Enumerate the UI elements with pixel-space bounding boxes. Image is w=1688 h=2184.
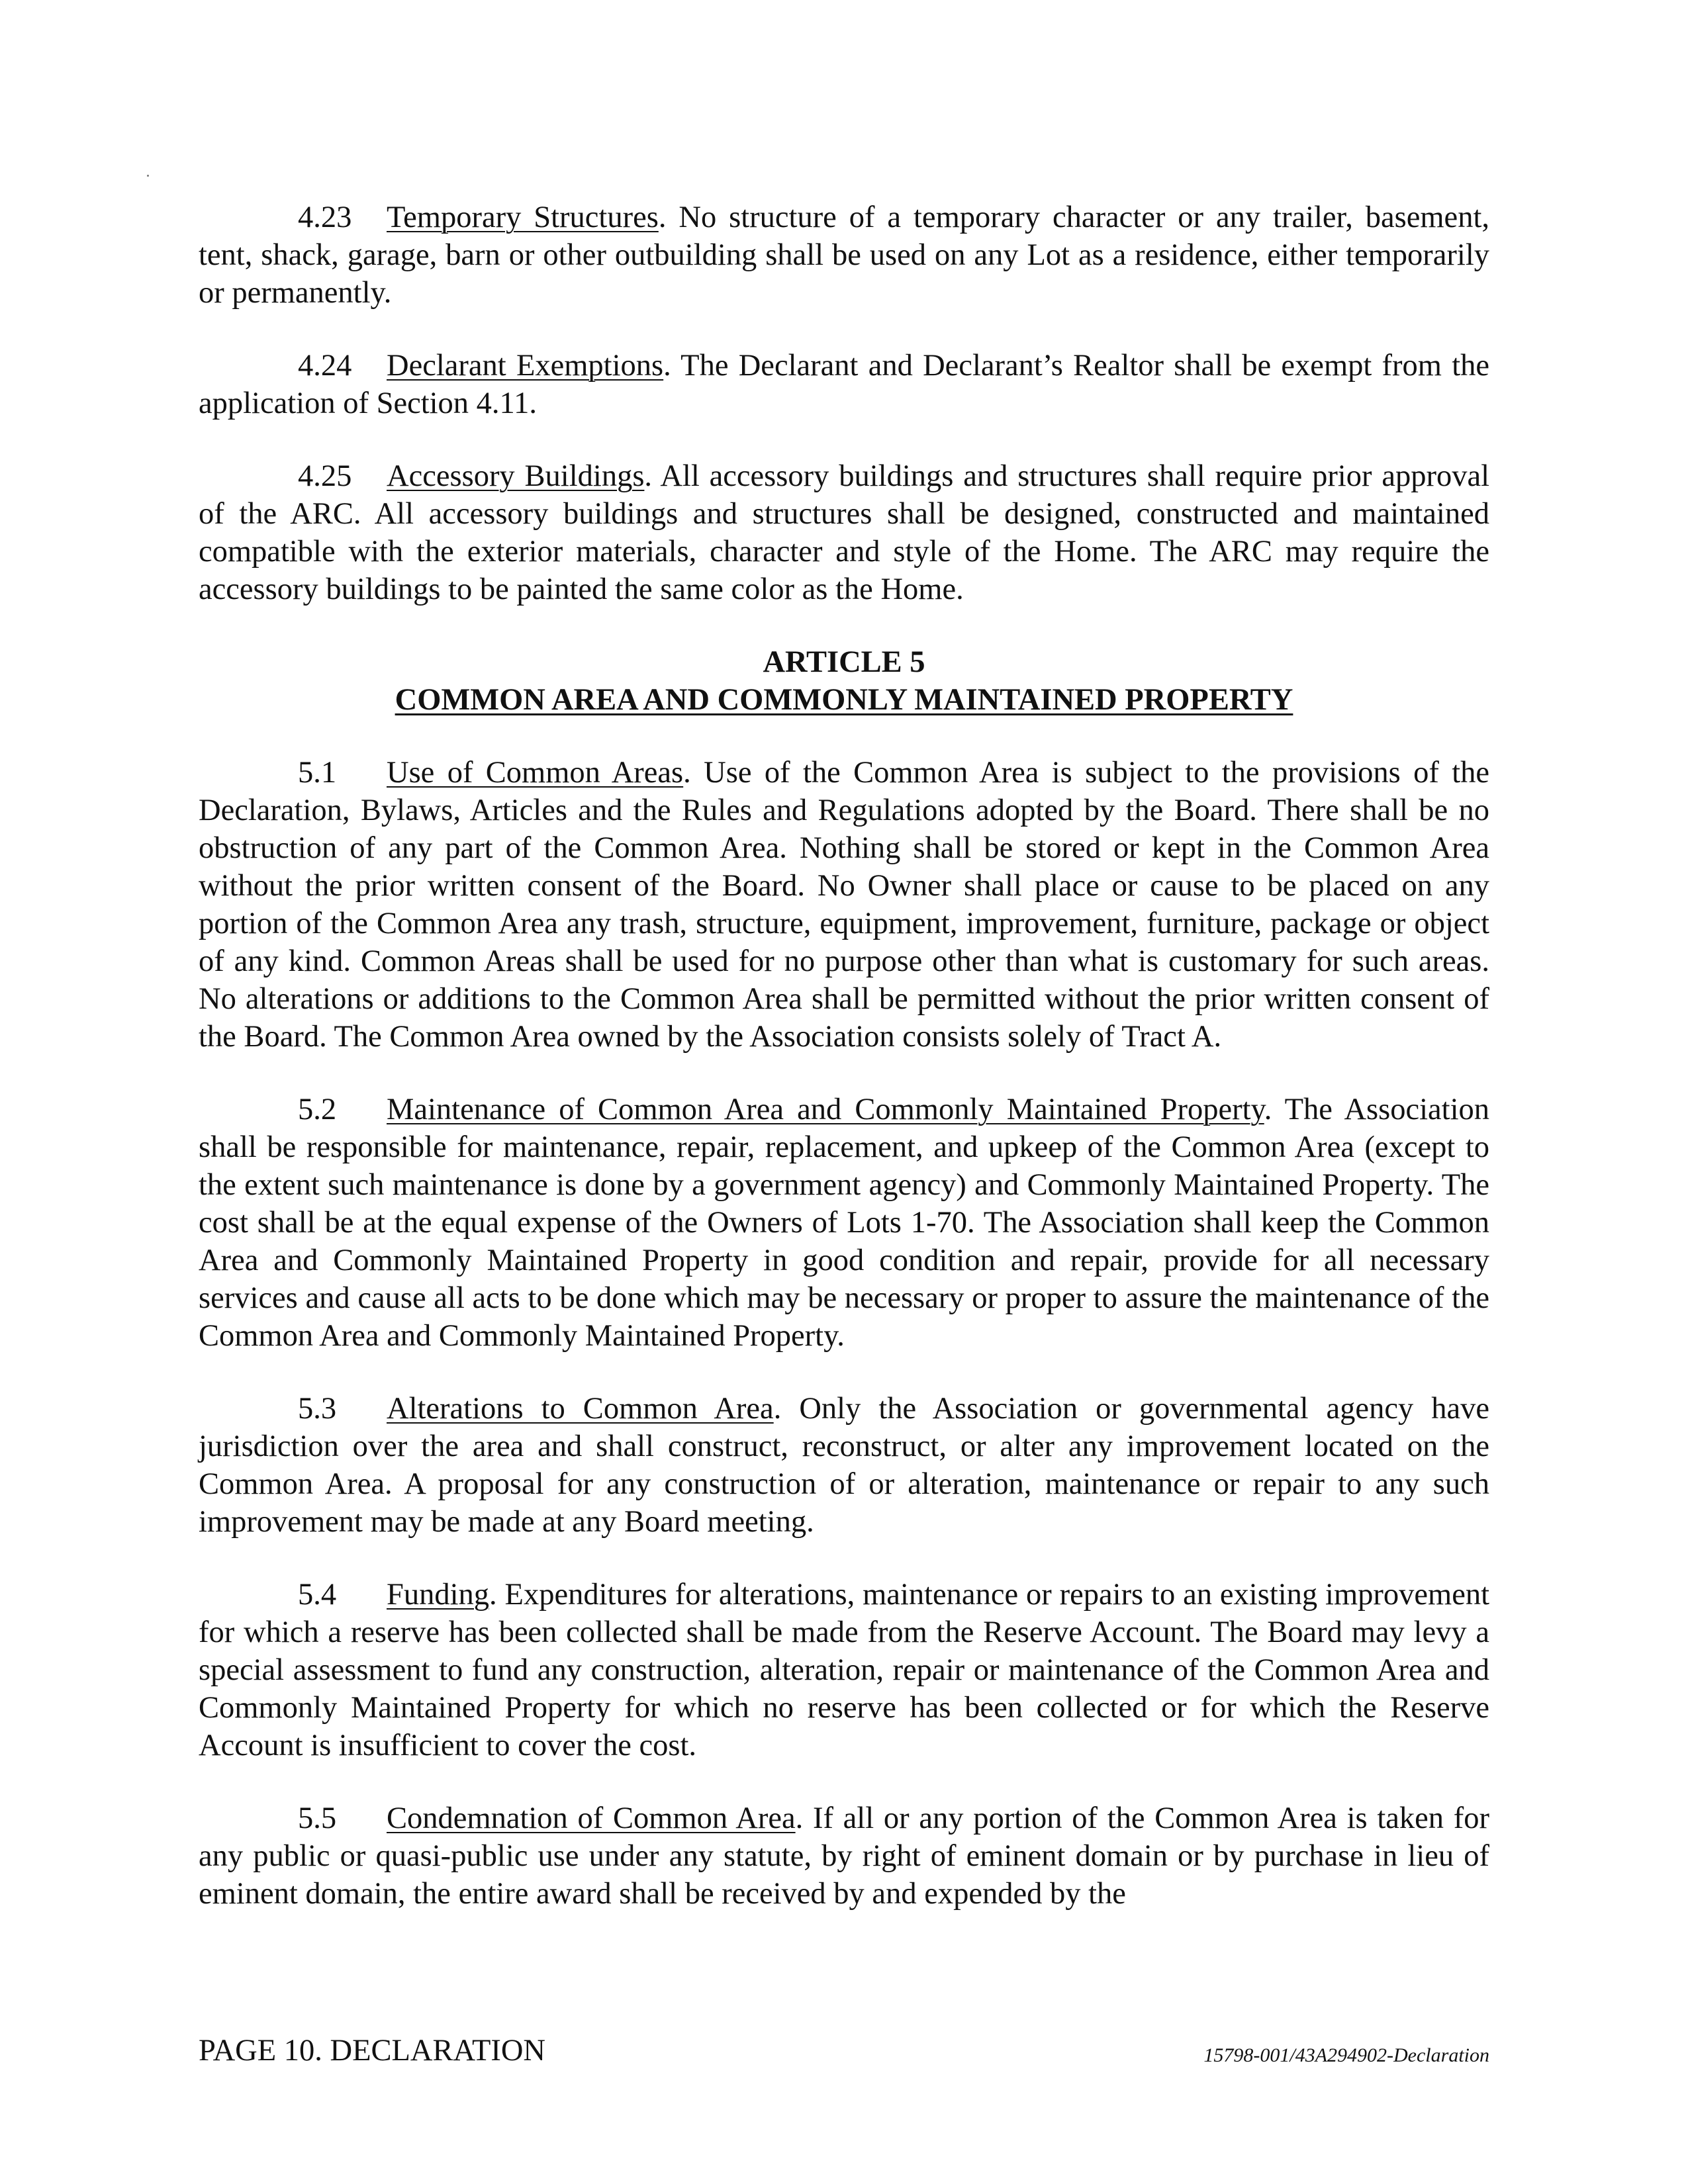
section-5-1 — [199, 754, 1489, 1056]
section-number: 4.25 — [298, 459, 352, 493]
section-4-25 — [199, 457, 1489, 608]
section-number: 5.5 — [298, 1801, 337, 1835]
section-heading: Condemnation of Common Area — [387, 1801, 796, 1835]
section-5-2 — [199, 1091, 1489, 1355]
section-heading: Temporary Structures — [387, 201, 659, 234]
section-body: . If all or any portion of the Common Area is taken for any public or quasi-public use under any statute, by right of eminent domain or by purchase in lieu of eminent domain, the entire award shall be received by and expended by the — [199, 1801, 1489, 1911]
section-number: 5.2 — [298, 1093, 337, 1126]
section-body: . No structure of a temporary character or any trailer, basement, tent, shack, garage, barn or other outbuilding shall be used on any Lot as a residence, either temporarily or permanently. — [199, 201, 1489, 310]
section-heading: Alterations to Common Area — [387, 1392, 774, 1426]
footer-page-label: PAGE 10. DECLARATION — [199, 2034, 546, 2068]
section-5-3 — [199, 1390, 1489, 1541]
section-4-23 — [199, 199, 1489, 312]
footer-document-id: 15798-001/43A294902-Declaration — [1203, 2044, 1489, 2066]
section-number: 4.24 — [298, 349, 352, 383]
section-body: . The Declarant and Declarant’s Realtor shall be exempt from the application of Section 4.11. — [199, 349, 1490, 420]
article-title: COMMON AREA AND COMMONLY MAINTAINED PROPERTY — [395, 683, 1293, 717]
section-number: 5.1 — [298, 756, 337, 790]
section-body: . Expenditures for alterations, maintenance or repairs to an existing improvement for which a reserve has been collected shall be made from the Reserve Account. The Board may levy a special assessment to fund any construction, alteration, repair or maintenance of the Common Area and Commonly Maintained Property for which no reserve has been collected or for which the Reserve Account is insufficient to cover the cost. — [199, 1578, 1489, 1762]
section-5-5 — [199, 1799, 1489, 1913]
section-heading: Funding — [387, 1578, 490, 1612]
section-body: . Use of the Common Area is subject to the provisions of the Declaration, Bylaws, Articles and the Rules and Regulations adopted by the Board. There shall be no obstruction of any part of the Common Area. Nothing shall be stored or kept in the Common Area without the prior written consent of the Board. No Owner shall place or cause to be placed on any portion of the Common Area any trash, structure, equipment, improvement, furniture, package or object of any kind. Common Areas shall be used for no purpose other than what is customary for such areas. No alterations or additions to the Common Area shall be permitted without the prior written consent of the Board. The Common Area owned by the Association consists solely of Tract A. — [199, 756, 1489, 1054]
section-body: . Only the Association or governmental agency have jurisdiction over the area and shall construct, reconstruct, or alter any improvement located on the Common Area. A proposal for any construction of or alteration, maintenance or repair to any such improvement may be made at any Board meeting. — [199, 1392, 1489, 1539]
section-body: . The Association shall be responsible for maintenance, repair, replacement, and upkeep of the Common Area (except to the extent such maintenance is done by a government agency) and Commonly Maintained Property. The cost shall be at the equal expense of the Owners of Lots 1-70. The Association shall keep the Common Area and Commonly Maintained Property in good condition and repair, provide for all necessary services and cause all acts to be done which may be necessary or proper to assure the maintenance of the Common Area and Commonly Maintained Property. — [199, 1093, 1489, 1353]
section-heading: Declarant Exemptions — [387, 349, 664, 383]
section-number: 5.3 — [298, 1392, 337, 1426]
section-5-4 — [199, 1576, 1489, 1764]
article-label: ARTICLE 5 — [763, 645, 925, 679]
section-body: . All accessory buildings and structures shall require prior approval of the ARC. All accessory buildings and structures shall be designed, constructed and maintained compatible with the exterior materials, character and style of the Home. The ARC may require the accessory buildings to be painted the same color as the Home. — [199, 459, 1490, 606]
document-body — [199, 199, 1489, 1948]
section-heading: Accessory Buildings — [387, 459, 645, 493]
section-number: 4.23 — [298, 201, 352, 234]
section-heading: Use of Common Areas — [387, 756, 684, 790]
article-heading — [199, 643, 1489, 719]
section-heading: Maintenance of Common Area and Commonly Maintained Property — [387, 1093, 1264, 1126]
section-number: 5.4 — [298, 1578, 337, 1612]
section-4-24 — [199, 347, 1489, 422]
scan-speck — [147, 175, 149, 177]
